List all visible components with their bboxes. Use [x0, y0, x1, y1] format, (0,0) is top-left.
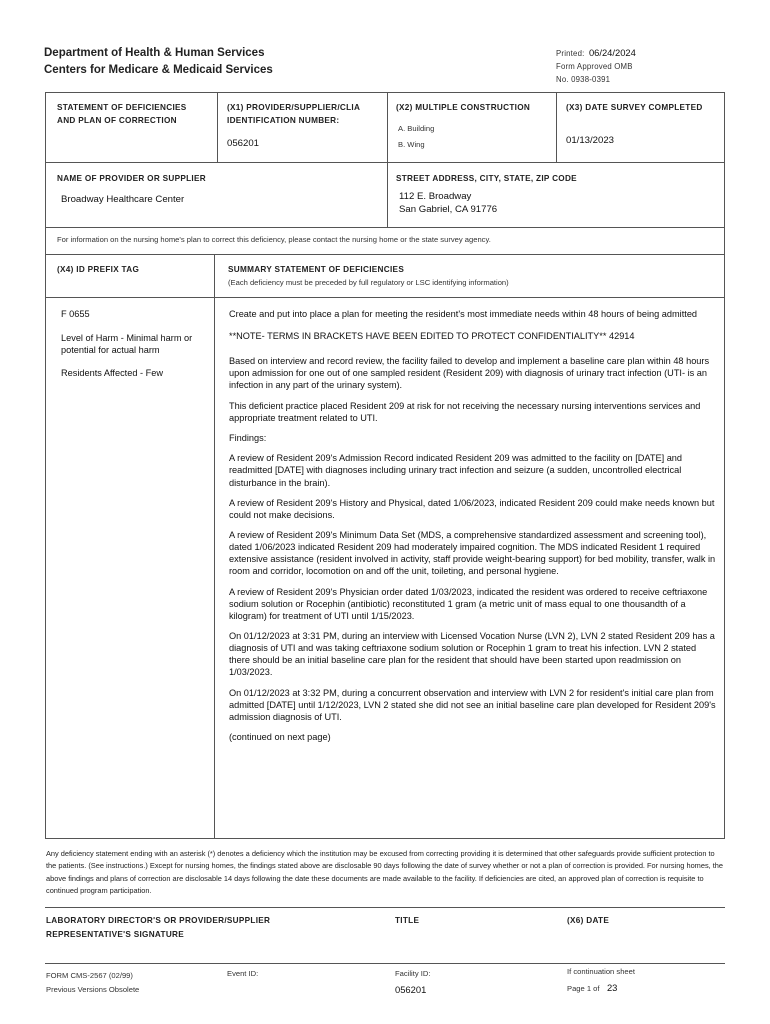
x3-value: 01/13/2023 — [566, 135, 615, 146]
event-id-label: Event ID: — [227, 969, 259, 978]
x3-label: (X3) DATE SURVEY COMPLETED — [566, 103, 703, 112]
x1-value: 056201 — [227, 138, 260, 149]
omb-number: No. 0938-0391 — [556, 75, 611, 84]
summary-sub: (Each deficiency must be preceded by full regulatory or LSC identifying information) — [228, 278, 509, 287]
summary-body — [229, 308, 717, 752]
address — [399, 191, 497, 216]
summary-paragraph: Findings: — [229, 433, 267, 444]
summary-paragraph: A review of Resident 209's Admission Record indicated Resident 209 was admitted to the facility on [DATE] and readmitted [DATE] with diagnoses including urinary tract infection and seizure (a sudden, uncontrolled electrical disturbance in the brain). — [229, 453, 683, 488]
residents-affected: Residents Affected - Few — [61, 368, 163, 379]
summary-paragraph: On 01/12/2023 at 3:32 PM, during a concurrent observation and interview with LVN 2 for resident's initial care plan from admitted [DATE] until 1/12/2023, LVN 2 stated she did not see an initial baseline care plan developed for Resident 209's admission diagnosis of UTI. — [229, 687, 716, 722]
facility-id — [395, 969, 430, 996]
address-label: STREET ADDRESS, CITY, STATE, ZIP CODE — [396, 174, 577, 183]
address-line-2: San Gabriel, CA 91776 — [399, 203, 498, 215]
title-label: TITLE — [395, 916, 420, 925]
info-note: For information on the nursing home's plan to correct this deficiency, please contact the nursing home or the state survey agency. — [57, 235, 491, 244]
facility-id-value: 056201 — [395, 984, 427, 995]
dept-line-1: Department of Health & Human Services — [44, 47, 265, 59]
summary-paragraph: A review of Resident 209's History and Physical, dated 1/06/2023, indicated Resident 209 could make needs known but could not make decisions. — [229, 497, 715, 520]
printed-label: Printed: — [556, 49, 585, 58]
printed-date: 06/24/2024 — [588, 47, 636, 58]
summary-paragraph: On 01/12/2023 at 3:31 PM, during an interview with Licensed Vocation Nurse (LVN 2), LVN 2 stated Resident 209 has a diagnosis of UTI and was taking ceftriaxone sodium solution or Rocephin 1 gram to treat his infection. LVN 2 stated there should be an initial baseline care plan for the resident that should have been started upon readmission on 1/03/2023. — [229, 631, 715, 678]
statement-label: STATEMENT OF DEFICIENCIES AND PLAN OF CORRECTION — [57, 103, 187, 125]
page-info — [567, 967, 635, 996]
summary-paragraph: Create and put into place a plan for meeting the resident's most immediate needs within 48 hours of being admitted — [229, 309, 698, 319]
x2-wing: B. Wing — [398, 140, 425, 149]
form-footer — [46, 969, 139, 997]
date-label: (X6) DATE — [567, 916, 610, 925]
printed-info — [556, 45, 636, 87]
x2-building: A. Building — [398, 124, 435, 133]
previous-versions: Previous Versions Obsolete — [46, 985, 140, 994]
provider-label: NAME OF PROVIDER OR SUPPLIER — [57, 174, 206, 183]
summary-paragraph: This deficient practice placed Resident 209 at risk for not receiving the necessary nursing interventions services and appropriate treatment related to UTI. — [229, 400, 701, 423]
harm-level: Level of Harm - Minimal harm or potential for actual harm — [61, 333, 193, 356]
provider-value: Broadway Healthcare Center — [61, 194, 185, 205]
disclaimer: Any deficiency statement ending with an asterisk (*) denotes a deficiency which the institution may be excused from correcting providing it is determined that other safeguards provide sufficient protection to the patients. (See instructions.) Except for nursing homes, the findings stated above are disclosable 90 days following the date of survey whether or not a plan of correction is provided. For nursing homes, the above findings and plans of correction are disclosable 14 days following the date these documents are made available to the facility. If deficiencies are cited, an approved plan of correction is requisite to continued program participation. — [46, 849, 724, 896]
address-line-1: 112 E. Broadway — [399, 191, 472, 202]
x4-label: (X4) ID PREFIX TAG — [57, 265, 140, 274]
x2-label: (X2) MULTIPLE CONSTRUCTION — [396, 103, 531, 112]
department-title — [44, 45, 273, 79]
dept-line-2: Centers for Medicare & Medicaid Services — [44, 64, 273, 76]
summary-paragraph: A review of Resident 209's Minimum Data Set (MDS, a comprehensive standardized assessment and screening tool), dated 1/06/2023 indicated Resident 209 had moderately impaired cognition. The MDS indicated Resident 1 required extensive assistance (resident involved in activity, staff provide weight-bearing support) for bed mobility, transfer, walk in room and corridor, locomotion on and off the unit, toileting, and personal hygiene. — [229, 530, 716, 577]
form-id: FORM CMS-2567 (02/99) — [46, 971, 133, 980]
summary-paragraph: A review of Resident 209's Physician order dated 1/03/2023, indicated the resident was ordered to receive ceftriaxone sodium solution or Rocephin (antibiotic) reconstituted 1 gram (a metric unit of mass equal to one thousandth of a kilogram) for treatment of UTI until 1/15/2023. — [229, 586, 708, 621]
summary-paragraph: **NOTE- TERMS IN BRACKETS HAVE BEEN EDITED TO PROTECT CONFIDENTIALITY** 42914 — [229, 331, 635, 342]
id-prefix-tag: F 0655 — [61, 309, 90, 319]
continuation-label: If continuation sheet — [567, 967, 635, 976]
x1-label: (X1) PROVIDER/SUPPLIER/CLIA IDENTIFICATION NUMBER: — [227, 103, 360, 125]
page-label: Page 1 of — [567, 984, 600, 993]
page-total: 23 — [606, 982, 618, 993]
summary-label: SUMMARY STATEMENT OF DEFICIENCIES — [228, 265, 405, 274]
director-signature-label: LABORATORY DIRECTOR'S OR PROVIDER/SUPPLIER REPRESENTATIVE'S SIGNATURE — [46, 916, 271, 939]
summary-paragraph: Based on interview and record review, the facility failed to develop and implement a baseline care plan within 48 hours upon admission for one out of one sampled resident (Resident 209) with diagnosis of urinary tract infection (UTI- is an infection in any part of the urinary system). — [229, 356, 710, 391]
tag-column — [61, 308, 207, 379]
form-approved: Form Approved OMB — [556, 62, 633, 71]
continued-note: (continued on next page) — [229, 732, 331, 743]
facility-id-label: Facility ID: — [395, 969, 431, 978]
